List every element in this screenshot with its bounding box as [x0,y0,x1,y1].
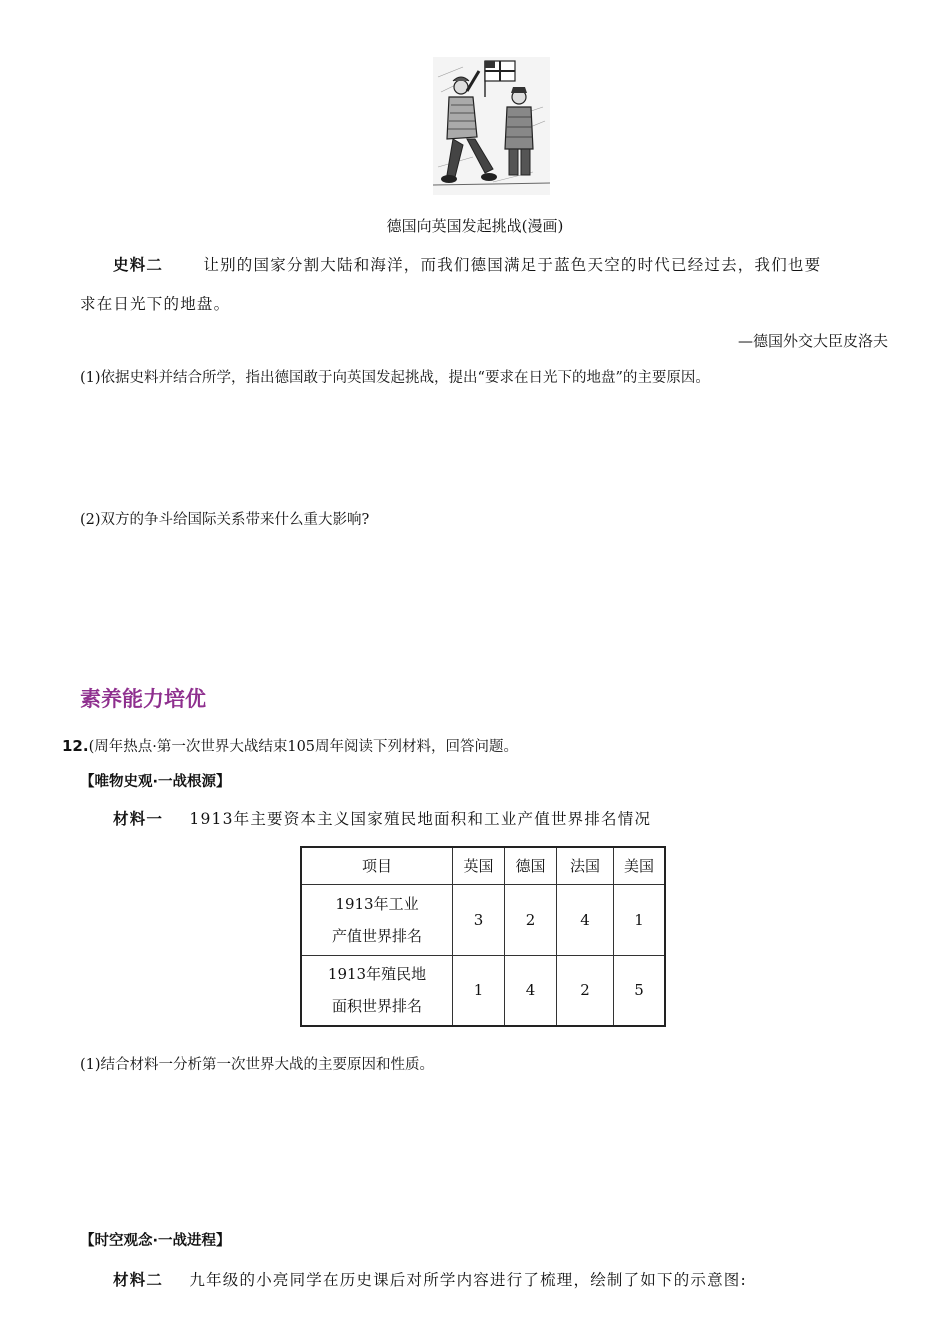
table-header-cell: 英国 [453,847,505,884]
table-cell: 1 [614,884,666,955]
table-cell: 5 [614,955,666,1026]
section-title: 素养能力培优 [80,687,206,711]
problem12-question-1: (1)结合材料一分析第一次世界大战的主要原因和性质。 [80,1057,435,1073]
material2-label: 材料二 [113,1271,164,1289]
question-2: (2)双方的争斗给国际关系带来什么重大影响? [80,512,370,528]
cartoon-illustration [433,57,550,195]
table-cell: 4 [557,884,614,955]
material2-line [113,1268,747,1290]
table-row [301,884,665,955]
problem-12-intro-line [62,735,518,756]
table-cell: 2 [505,884,557,955]
row-label-line: 面积世界排名 [331,997,422,1016]
table-header-row [301,847,665,884]
problem-number: 12. [62,737,89,755]
ranking-table [300,846,666,1027]
row-label-line: 1913年殖民地 [327,965,427,984]
table-row [301,955,665,1026]
figure-caption: 德国向英国发起挑战(漫画) [386,217,564,235]
material1-label: 材料一 [113,810,164,828]
heading-materialism: 【唯物史观·一战根源】 [80,774,231,790]
table-header-cell: 法国 [557,847,614,884]
table-header-cell: 项目 [301,847,453,884]
table-cell: 2 [557,955,614,1026]
material2-text: 九年级的小亮同学在历史课后对所学内容进行了梳理，绘制了如下的示意图: [189,1271,747,1289]
source2-attribution: —德国外交大臣皮洛夫 [737,332,888,350]
table-row-label [301,955,453,1026]
row-label-line: 产值世界排名 [331,926,422,945]
source2-label: 史料二 [113,256,164,274]
table-cell: 3 [453,884,505,955]
source2-line2: 求在日光下的地盘。 [80,295,231,313]
question-1: (1)依据史料并结合所学，指出德国敢于向英国发起挑战，提出“要求在日光下的地盘”的主要原因。 [80,370,710,386]
material1-line [113,807,651,829]
material1-text: 1913年主要资本主义国家殖民地面积和工业产值世界排名情况 [189,810,652,828]
source2-line1: 让别的国家分割大陆和海洋，而我们德国满足于蓝色天空的时代已经过去，我们也要 [203,256,822,274]
table-row-label [301,884,453,955]
problem-intro: (周年热点·第一次世界大战结束105周年阅读下列材料，回答问题。 [88,739,519,755]
table-cell: 1 [453,955,505,1026]
table-header-cell: 美国 [614,847,666,884]
table-header-cell: 德国 [505,847,557,884]
heading-spacetime: 【时空观念·一战进程】 [80,1233,231,1249]
row-label-line: 1913年工业 [335,894,419,913]
table-cell: 4 [505,955,557,1026]
source2-paragraph [113,253,821,275]
